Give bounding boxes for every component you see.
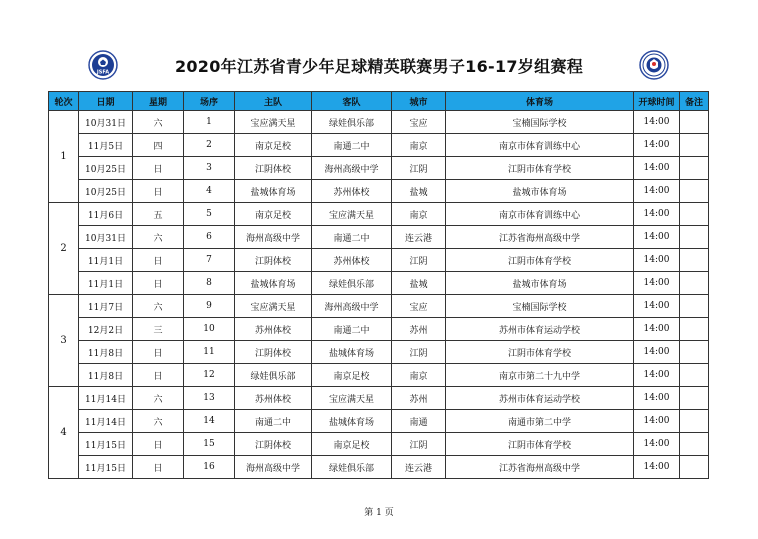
table-row [49, 157, 709, 180]
city-cell: 苏州 [392, 387, 446, 410]
venue-cell: 江阴市体育学校 [446, 341, 634, 364]
city-cell: 南通 [392, 410, 446, 433]
venue-cell: 盐城市体育场 [446, 180, 634, 203]
city-cell: 江阴 [392, 249, 446, 272]
home-team-cell: 海州高级中学 [235, 456, 312, 479]
kickoff-time-cell: 14:00 [634, 111, 680, 134]
table-body [49, 111, 709, 479]
city-cell: 盐城 [392, 180, 446, 203]
venue-cell: 南京市体育训练中心 [446, 134, 634, 157]
home-team-cell: 苏州体校 [235, 387, 312, 410]
weekday-cell: 日 [133, 180, 184, 203]
order-cell: 11 [184, 341, 235, 364]
home-team-cell: 绿娃俱乐部 [235, 364, 312, 387]
page-title: 2020年江苏省青少年足球精英联赛男子16-17岁组赛程 [174, 57, 584, 76]
order-cell: 1 [184, 111, 235, 134]
table-row [49, 249, 709, 272]
date-cell: 11月5日 [79, 134, 133, 157]
kickoff-time-cell: 14:00 [634, 456, 680, 479]
table-row [49, 410, 709, 433]
order-cell: 14 [184, 410, 235, 433]
note-cell [680, 134, 709, 157]
city-cell: 南京 [392, 134, 446, 157]
order-cell: 13 [184, 387, 235, 410]
note-cell [680, 111, 709, 134]
note-cell [680, 341, 709, 364]
column-header: 主队 [235, 92, 312, 111]
city-cell: 连云港 [392, 456, 446, 479]
away-team-cell: 绿娃俱乐部 [312, 456, 392, 479]
kickoff-time-cell: 14:00 [634, 433, 680, 456]
schedule-table [48, 91, 709, 479]
weekday-cell: 五 [133, 203, 184, 226]
venue-cell: 江苏省海州高级中学 [446, 226, 634, 249]
kickoff-time-cell: 14:00 [634, 364, 680, 387]
note-cell [680, 272, 709, 295]
order-cell: 15 [184, 433, 235, 456]
note-cell [680, 318, 709, 341]
away-team-cell: 南通二中 [312, 134, 392, 157]
note-cell [680, 387, 709, 410]
table-row [49, 203, 709, 226]
date-cell: 10月25日 [79, 180, 133, 203]
away-team-cell: 南通二中 [312, 318, 392, 341]
city-cell: 苏州 [392, 318, 446, 341]
home-team-cell: 海州高级中学 [235, 226, 312, 249]
venue-cell: 宝楠国际学校 [446, 295, 634, 318]
city-cell: 宝应 [392, 295, 446, 318]
note-cell [680, 226, 709, 249]
kickoff-time-cell: 14:00 [634, 180, 680, 203]
city-cell: 南京 [392, 364, 446, 387]
column-header: 体育场 [446, 92, 634, 111]
weekday-cell: 日 [133, 157, 184, 180]
venue-cell: 江苏省海州高级中学 [446, 456, 634, 479]
home-team-cell: 苏州体校 [235, 318, 312, 341]
date-cell: 10月31日 [79, 111, 133, 134]
date-cell: 10月31日 [79, 226, 133, 249]
table-row [49, 387, 709, 410]
home-team-cell: 南通二中 [235, 410, 312, 433]
venue-cell: 宝楠国际学校 [446, 111, 634, 134]
column-header: 日期 [79, 92, 133, 111]
column-header: 开球时间 [634, 92, 680, 111]
venue-cell: 江阴市体育学校 [446, 249, 634, 272]
round-cell: 3 [49, 295, 79, 387]
weekday-cell: 日 [133, 272, 184, 295]
weekday-cell: 日 [133, 456, 184, 479]
away-team-cell: 宝应满天星 [312, 387, 392, 410]
city-cell: 宝应 [392, 111, 446, 134]
home-team-cell: 南京足校 [235, 134, 312, 157]
column-header: 客队 [312, 92, 392, 111]
venue-cell: 苏州市体育运动学校 [446, 318, 634, 341]
column-header: 轮次 [49, 92, 79, 111]
round-cell: 1 [49, 111, 79, 203]
weekday-cell: 日 [133, 364, 184, 387]
city-cell: 江阴 [392, 433, 446, 456]
weekday-cell: 六 [133, 387, 184, 410]
kickoff-time-cell: 14:00 [634, 249, 680, 272]
home-team-cell: 南京足校 [235, 203, 312, 226]
order-cell: 4 [184, 180, 235, 203]
table-row [49, 180, 709, 203]
round-cell: 2 [49, 203, 79, 295]
date-cell: 11月8日 [79, 341, 133, 364]
weekday-cell: 六 [133, 226, 184, 249]
weekday-cell: 四 [133, 134, 184, 157]
order-cell: 16 [184, 456, 235, 479]
home-team-cell: 宝应满天星 [235, 111, 312, 134]
city-cell: 南京 [392, 203, 446, 226]
away-team-cell: 海州高级中学 [312, 295, 392, 318]
away-team-cell: 盐城体育场 [312, 341, 392, 364]
note-cell [680, 364, 709, 387]
home-team-cell: 江阴体校 [235, 157, 312, 180]
home-team-cell: 江阴体校 [235, 433, 312, 456]
city-cell: 江阴 [392, 157, 446, 180]
kickoff-time-cell: 14:00 [634, 203, 680, 226]
date-cell: 11月15日 [79, 433, 133, 456]
round-cell: 4 [49, 387, 79, 479]
weekday-cell: 六 [133, 295, 184, 318]
order-cell: 10 [184, 318, 235, 341]
away-team-cell: 苏州体校 [312, 249, 392, 272]
note-cell [680, 295, 709, 318]
table-row [49, 433, 709, 456]
order-cell: 6 [184, 226, 235, 249]
home-team-cell: 盐城体育场 [235, 180, 312, 203]
kickoff-time-cell: 14:00 [634, 318, 680, 341]
kickoff-time-cell: 14:00 [634, 157, 680, 180]
venue-cell: 江阴市体育学校 [446, 433, 634, 456]
city-cell: 连云港 [392, 226, 446, 249]
logo-text: JSFA [96, 69, 110, 76]
note-cell [680, 249, 709, 272]
table-row [49, 318, 709, 341]
city-cell: 盐城 [392, 272, 446, 295]
home-team-cell: 盐城体育场 [235, 272, 312, 295]
kickoff-time-cell: 14:00 [634, 410, 680, 433]
column-header: 星期 [133, 92, 184, 111]
venue-cell: 南通市第二中学 [446, 410, 634, 433]
table-row [49, 364, 709, 387]
date-cell: 11月15日 [79, 456, 133, 479]
note-cell [680, 157, 709, 180]
away-team-cell: 宝应满天星 [312, 203, 392, 226]
table-row [49, 456, 709, 479]
venue-cell: 南京市体育训练中心 [446, 203, 634, 226]
away-team-cell: 盐城体育场 [312, 410, 392, 433]
venue-cell: 盐城市体育场 [446, 272, 634, 295]
kickoff-time-cell: 14:00 [634, 387, 680, 410]
weekday-cell: 日 [133, 433, 184, 456]
note-cell [680, 410, 709, 433]
date-cell: 11月1日 [79, 249, 133, 272]
home-team-cell: 江阴体校 [235, 341, 312, 364]
order-cell: 5 [184, 203, 235, 226]
away-team-cell: 绿娃俱乐部 [312, 111, 392, 134]
weekday-cell: 六 [133, 410, 184, 433]
kickoff-time-cell: 14:00 [634, 272, 680, 295]
venue-cell: 南京市第二十九中学 [446, 364, 634, 387]
order-cell: 8 [184, 272, 235, 295]
date-cell: 11月8日 [79, 364, 133, 387]
order-cell: 3 [184, 157, 235, 180]
away-team-cell: 苏州体校 [312, 180, 392, 203]
away-team-cell: 海州高级中学 [312, 157, 392, 180]
date-cell: 10月25日 [79, 157, 133, 180]
home-team-cell: 宝应满天星 [235, 295, 312, 318]
table-row [49, 111, 709, 134]
date-cell: 11月14日 [79, 387, 133, 410]
away-team-cell: 绿娃俱乐部 [312, 272, 392, 295]
kickoff-time-cell: 14:00 [634, 134, 680, 157]
away-team-cell: 南京足校 [312, 364, 392, 387]
date-cell: 11月6日 [79, 203, 133, 226]
kickoff-time-cell: 14:00 [634, 226, 680, 249]
page-footer: 第 1 页 [364, 508, 394, 518]
note-cell [680, 433, 709, 456]
order-cell: 7 [184, 249, 235, 272]
note-cell [680, 203, 709, 226]
date-cell: 12月2日 [79, 318, 133, 341]
kickoff-time-cell: 14:00 [634, 295, 680, 318]
away-team-cell: 南京足校 [312, 433, 392, 456]
weekday-cell: 三 [133, 318, 184, 341]
date-cell: 11月14日 [79, 410, 133, 433]
note-cell [680, 456, 709, 479]
city-cell: 江阴 [392, 341, 446, 364]
venue-cell: 江阴市体育学校 [446, 157, 634, 180]
note-cell [680, 180, 709, 203]
date-cell: 11月1日 [79, 272, 133, 295]
order-cell: 12 [184, 364, 235, 387]
table-header-row [49, 92, 709, 111]
column-header: 场序 [184, 92, 235, 111]
table-row [49, 295, 709, 318]
home-team-cell: 江阴体校 [235, 249, 312, 272]
column-header: 城市 [392, 92, 446, 111]
kickoff-time-cell: 14:00 [634, 341, 680, 364]
table-row [49, 272, 709, 295]
away-team-cell: 南通二中 [312, 226, 392, 249]
order-cell: 2 [184, 134, 235, 157]
table-row [49, 341, 709, 364]
table-row [49, 226, 709, 249]
order-cell: 9 [184, 295, 235, 318]
weekday-cell: 六 [133, 111, 184, 134]
weekday-cell: 日 [133, 341, 184, 364]
date-cell: 11月7日 [79, 295, 133, 318]
venue-cell: 苏州市体育运动学校 [446, 387, 634, 410]
column-header: 备注 [680, 92, 709, 111]
table-row [49, 134, 709, 157]
weekday-cell: 日 [133, 249, 184, 272]
